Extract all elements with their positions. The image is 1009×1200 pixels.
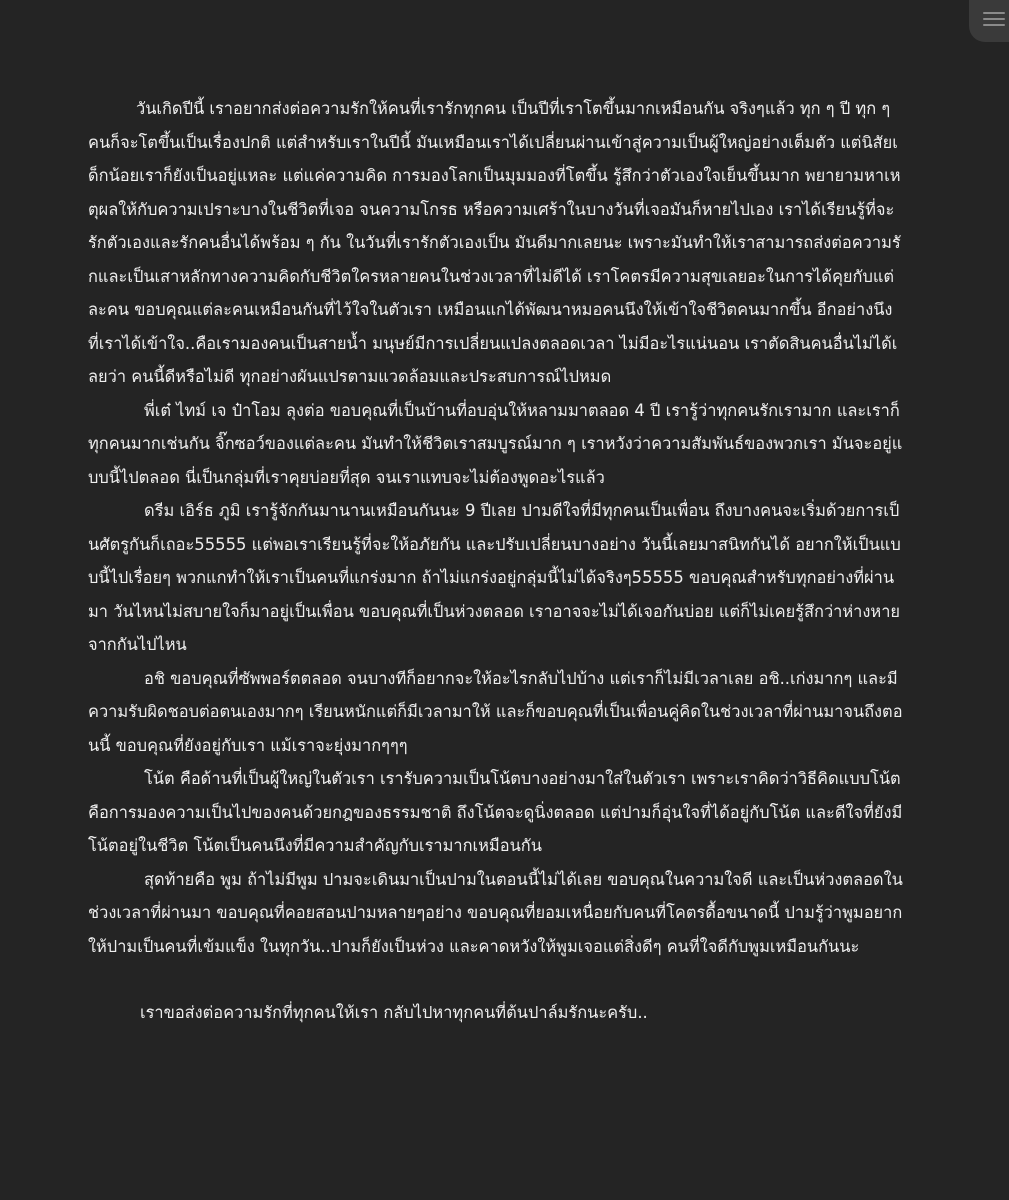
letter-body bbox=[88, 92, 903, 1030]
menu-line bbox=[983, 18, 1005, 20]
paragraph-old-friends: ดรีม เอิร์ธ ภูมิ เรารู้จักกันมานานเหมือนกันนะ 9 ปีเลย ปามดีใจที่มีทุกคนเป็นเพื่อน ถึงบางคนจะเริ่มด้วยการเป็นศัตรูกันก็เถอะ55555 แต่พอเราเรียนรู้ที่จะให้อภัยกัน และปรับเปลี่ยนบางอย่าง วันนี้เลยมาสนิทกันได้ อยากให้เป็นแบบนี้ไปเรื่อยๆ พวกแกทำให้เราเป็นคนที่แกร่งมาก ถ้าไม่แกร่งอยู่กลุ่มนี้ไม่ได้จริงๆ55555 ขอบคุณสำหรับทุกอย่างที่ผ่านมา วันไหนไม่สบายใจก็มาอยู่เป็นเพื่อน ขอบคุณที่เป็นห่วงตลอด เราอาจจะไม่ได้เจอกันบ่อย แต่ก็ไม่เคยรู้สึกว่าห่างหายจากกันไปไหน bbox=[88, 501, 901, 654]
hamburger-menu-icon[interactable] bbox=[969, 0, 1009, 42]
paragraph-birthday-intro: วันเกิดปีนี้ เราอยากส่งต่อความรักให้คนที่เรารักทุกคน เป็นปีที่เราโตขึ้นมากเหมือนกัน จริงๆแล้ว ทุก ๆ ปี ทุก ๆ คนก็จะโตขึ้นเป็นเรื่องปกติ แต่สำหรับเราในปีนี้ มันเหมือนเราได้เปลี่ยนผ่านเข้าสู่ความเป็นผู้ใหญ่อย่างเต็มตัว แต่นิสัยเด็กน้อยเราก็ยังเป็นอยู่แหละ แต่แค่ความคิด การมองโลกเป็นมุมมองที่โตขึ้น รู้สึกว่าตัวเองใจเย็นขึ้นมาก พยายามหาเหตุผลให้กับความเปราะบางในชีวิตที่เจอ จนความโกรธ หรือความเศร้าในบางวันที่เจอมันก็หายไปเอง เราได้เรียนรู้ที่จะรักตัวเองและรักคนอื่นได้พร้อม ๆ กัน ในวันที่เรารักตัวเองเป็น มันดีมากเลยนะ เพราะมันทำให้เราสามารถส่งต่อความรักและเป็นเสาหลักทางความคิดกับชีวิตใครหลายคนในช่วงเวลาที่ไม่ดีได้ เราโคตรมีความสุขเลยอะในการได้คุยกับแต่ละคน ขอบคุณแต่ละคนเหมือนกันที่ไว้ใจในตัวเรา เหมือนแกได้พัฒนาหมอคนนึงให้เข้าใจชีวิตคนมากขึ้น อีกอย่างนึงที่เราได้เข้าใจ..คือเรามองคนเป็นสายน้ำ มนุษย์มีการเปลี่ยนแปลงตลอดเวลา ไม่มีอะไรแน่นอน เราตัดสินคนอื่นไม่ได้เลยว่า คนนี้ดีหรือไม่ดี ทุกอย่างผันแปรตามแวดล้อมและประสบการณ์ไปหมด bbox=[88, 99, 901, 386]
paragraph-poom: สุดท้ายคือ พูม ถ้าไม่มีพูม ปามจะเดินมาเป็นปามในตอนนี้ไม่ได้เลย ขอบคุณในความใจดี และเป็นห่วงตลอดในช่วงเวลาที่ผ่านมา ขอบคุณที่คอยสอนปามหลายๆอย่าง ขอบคุณที่ยอมเหนื่อยกับคนที่โคตรดื้อขนาดนี้ ปามรู้ว่าพูมอยากให้ปามเป็นคนที่เข้มแข็ง ในทุกวัน..ปามก็ยังเป็นห่วง และคาดหวังให้พูมเจอแต่สิ่งดีๆ คนที่ใจดีกับพูมเหมือนกันนะ bbox=[88, 869, 903, 956]
paragraph-home-group: พี่เต๋ ไทม์ เจ ป๋าโอม ลุงต่อ ขอบคุณที่เป็นบ้านที่อบอุ่นให้หลามมาตลอด 4 ปี เรารู้ว่าทุกคนรักเรามาก และเราก็ทุกคนมากเช่นกัน จิ๊กซอว์ของแต่ละคน มันทำให้ชีวิตเราสมบูรณ์มาก ๆ เราหวังว่าความสัมพันธ์ของพวกเรา มันจะอยู่แบบนี้ไปตลอด นี่เป็นกลุ่มที่เราคุยบ่อยที่สุด จนเราแทบจะไม่ต้องพูดอะไรแล้ว bbox=[88, 400, 903, 487]
paragraph-note: โน้ต คือด้านที่เป็นผู้ใหญ่ในตัวเรา เรารับความเป็นโน้ตบางอย่างมาใส่ในตัวเรา เพราะเราคิดว่าวิธีคิดแบบโน้ตคือการมองความเป็นไปของคนด้วยกฎของธรรมชาติ ถึงโน้ตจะดูนิ่งตลอด แต่ปามก็อุ่นใจที่ได้อยู่กับโน้ต และดีใจที่ยังมีโน้ตอยู่ในชีวิต โน้ตเป็นคนนึงที่มีความสำคัญกับเรามากเหมือนกัน bbox=[88, 769, 903, 855]
paragraph-achi: อชิ ขอบคุณที่ซัพพอร์ตตลอด จนบางทีก็อยากจะให้อะไรกลับไปบ้าง แต่เราก็ไม่มีเวลาเลย อชิ..เก่งมากๆ และมีความรับผิดชอบต่อตนเองมากๆ เรียนหนักแต่ก็มีเวลามาให้ และก็ขอบคุณที่เป็นเพื่อนคู่คิดในช่วงเวลาที่ผ่านมาจนถึงตอนนี้ ขอบคุณที่ยังอยู่กับเรา แม้เราจะยุ่งมากๆๆๆ bbox=[88, 668, 903, 755]
closing-line: เราขอส่งต่อความรักที่ทุกคนให้เรา กลับไปหาทุกคนที่ต้นปาล์มรักนะครับ.. bbox=[140, 1003, 648, 1022]
menu-line bbox=[983, 12, 1005, 14]
menu-line bbox=[983, 24, 1005, 26]
